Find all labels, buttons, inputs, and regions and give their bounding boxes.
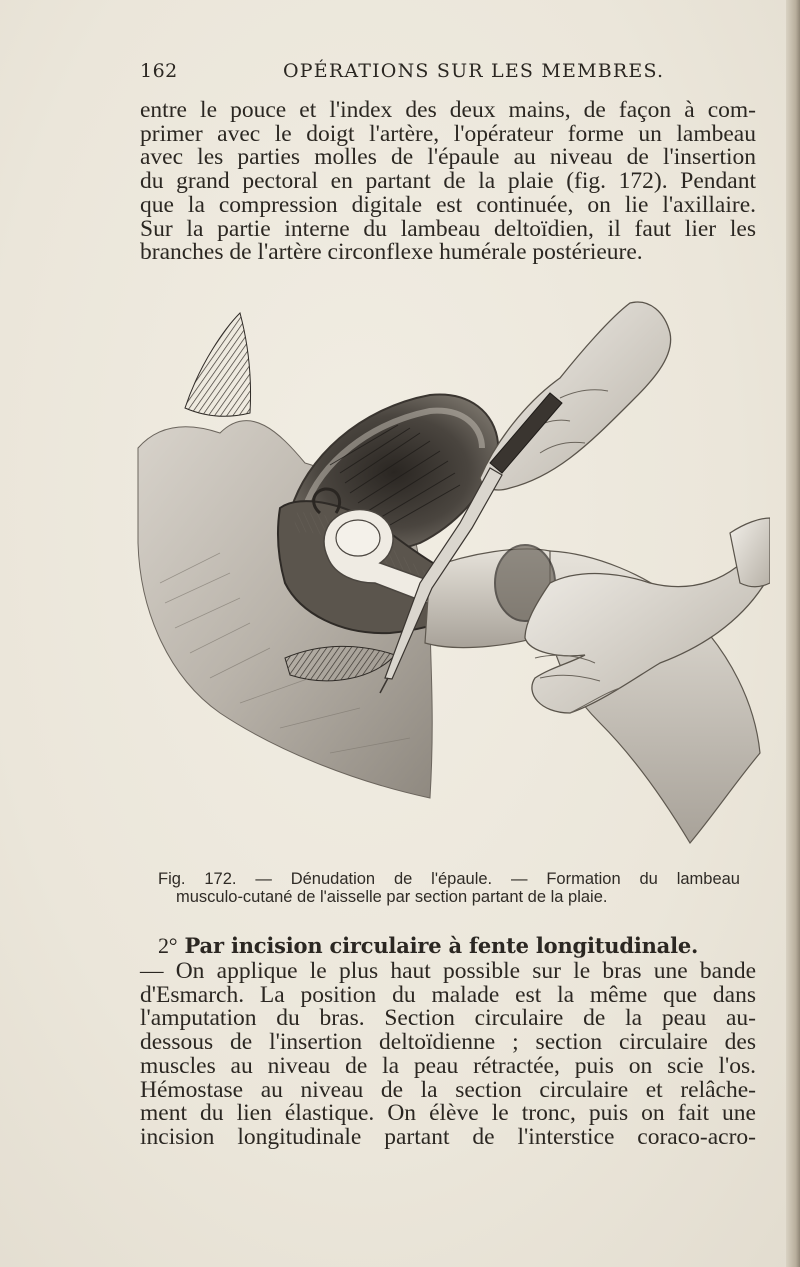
section-number: 2°: [158, 933, 178, 958]
section-heading: [158, 933, 758, 959]
running-title: OPÉRATIONS SUR LES MEMBRES.: [283, 60, 665, 82]
text-line: Sur la partie interne du lambeau deltoïdien, il faut lier les: [140, 215, 756, 242]
text-line: que la compression digitale est continuée, on lie l'axillaire.: [140, 191, 756, 218]
caption-line: Fig. 172. — Dénudation de l'épaule. — Formation du lambeau: [158, 870, 740, 888]
text-line: du grand pectoral en partant de la plaie (fig. 172). Pendant: [140, 168, 756, 195]
text-line: avec les parties molles de l'épaule au niveau de l'insertion: [140, 144, 756, 171]
section-title: Par incision circulaire à fente longitudinale.: [184, 933, 699, 958]
text-line: dessous de l'insertion deltoïdienne ; section circulaire des: [140, 1029, 756, 1056]
bottom-paragraph: [140, 960, 756, 1150]
running-head: [140, 60, 755, 90]
text-line: — On applique le plus haut possible sur le bras une bande: [140, 958, 756, 984]
text-line: branches de l'artère circonflexe humérale postérieure.: [140, 239, 643, 266]
text-line: muscles au niveau de la peau rétractée, puis on scie l'os.: [140, 1052, 756, 1079]
figure-caption: [158, 870, 740, 906]
top-paragraph: [140, 99, 756, 265]
figure-illustration: [130, 283, 770, 853]
text-line: entre le pouce et l'index des deux mains, de façon à com-: [140, 97, 756, 123]
text-line: ment du lien élastique. On élève le tronc, puis on fait une: [140, 1100, 756, 1127]
page-edge-shadow: [786, 0, 800, 1267]
caption-line: musculo-cutané de l'aisselle par section partant de la plaie.: [176, 888, 608, 906]
text-line: l'amputation du bras. Section circulaire de la peau au-: [140, 1005, 756, 1032]
text-line: incision longitudinale partant de l'interstice coraco-acro-: [140, 1123, 756, 1150]
text-line: primer avec le doigt l'artère, l'opérateur forme un lambeau: [140, 120, 756, 147]
page-number: 162: [140, 60, 178, 82]
text-line: Hémostase au niveau de la section circulaire et relâche-: [140, 1076, 756, 1103]
shoulder-surgery-engraving: [130, 283, 770, 853]
text-line: d'Esmarch. La position du malade est la même que dans: [140, 981, 756, 1008]
